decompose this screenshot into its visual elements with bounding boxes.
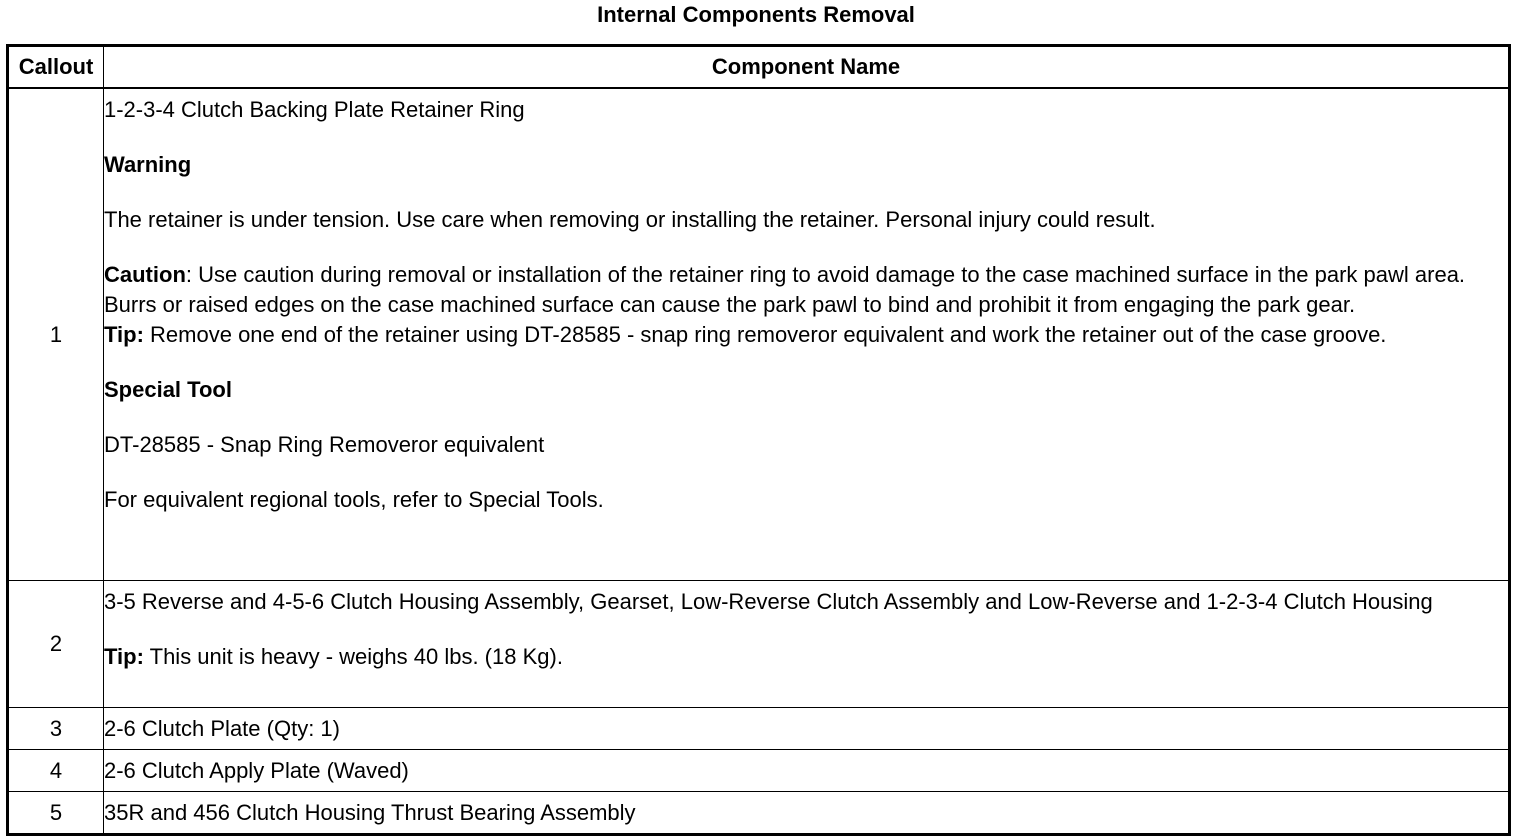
tip-note bbox=[104, 642, 1508, 672]
component-cell bbox=[104, 581, 1510, 708]
tip-note bbox=[104, 320, 1508, 350]
header-callout: Callout bbox=[8, 46, 104, 89]
callout-cell: 2 bbox=[8, 581, 104, 708]
callout-cell: 1 bbox=[8, 88, 104, 581]
tip-text: This unit is heavy - weighs 40 lbs. (18 Kg). bbox=[143, 644, 563, 669]
component-name: 3-5 Reverse and 4-5-6 Clutch Housing Assembly, Gearset, Low-Reverse Clutch Assembly and Low-Reverse and 1-2-3-4 Clutch Housing bbox=[104, 589, 1433, 614]
component-cell bbox=[104, 88, 1510, 581]
table-header-row bbox=[8, 46, 1510, 89]
tip-label: Tip: bbox=[104, 644, 144, 669]
components-table bbox=[6, 44, 1511, 836]
callout-cell: 3 bbox=[8, 708, 104, 750]
special-tool-heading: Special Tool bbox=[104, 377, 232, 402]
callout-cell: 5 bbox=[8, 792, 104, 835]
caution-text: : Use caution during removal or installation of the retainer ring to avoid damage to the case machined surface in the park pawl area. Burrs or raised edges on the case machined surface can cause the park pawl to bind and prohibit it from engaging the park gear. bbox=[104, 262, 1466, 317]
callout-cell: 4 bbox=[8, 750, 104, 792]
header-component-name: Component Name bbox=[104, 46, 1510, 89]
special-tool-text: DT-28585 - Snap Ring Removeror equivalent bbox=[104, 432, 545, 457]
component-name: 35R and 456 Clutch Housing Thrust Bearing Assembly bbox=[104, 800, 636, 825]
warning-heading: Warning bbox=[104, 152, 192, 177]
table-row bbox=[8, 88, 1510, 581]
caution-label: Caution bbox=[104, 262, 186, 287]
regional-tools-text: For equivalent regional tools, refer to Special Tools. bbox=[104, 487, 604, 512]
component-cell bbox=[104, 750, 1510, 792]
table-row bbox=[8, 708, 1510, 750]
component-name: 2-6 Clutch Apply Plate (Waved) bbox=[104, 758, 409, 783]
table-row bbox=[8, 792, 1510, 835]
component-cell bbox=[104, 708, 1510, 750]
tip-label: Tip: bbox=[104, 322, 144, 347]
table-row bbox=[8, 581, 1510, 708]
warning-text: The retainer is under tension. Use care when removing or installing the retainer. Personal injury could result. bbox=[104, 207, 1156, 232]
component-name: 2-6 Clutch Plate (Qty: 1) bbox=[104, 716, 340, 741]
caution-note bbox=[104, 260, 1508, 320]
table-row bbox=[8, 750, 1510, 792]
tip-text: Remove one end of the retainer using DT-28585 - snap ring removeror equivalent and work the retainer out of the case groove. bbox=[143, 322, 1387, 347]
component-cell bbox=[104, 792, 1510, 835]
page-title: Internal Components Removal bbox=[597, 2, 915, 27]
component-name: 1-2-3-4 Clutch Backing Plate Retainer Ring bbox=[104, 97, 525, 122]
